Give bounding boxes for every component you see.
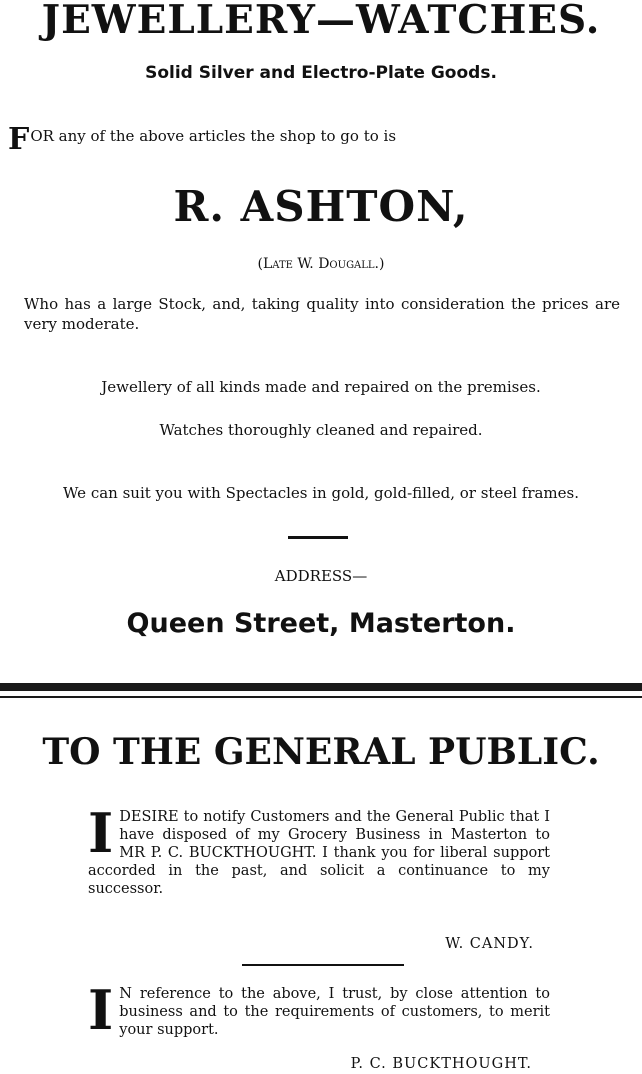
notice1-text: DESIRE to notify Customers and the General Public that I have disposed of my Grocery Business in Masterton to MR P. C. BUCKTHOUGHT. I thank you for liberal support accorded in the past, and solicit a continuance to my successor. — [88, 809, 550, 897]
jewellery-heading: JEWELLERY—WATCHES. — [41, 0, 601, 43]
shop-name: R. ASHTON, — [173, 182, 469, 231]
address-street: Queen Street, Masterton. — [126, 608, 516, 639]
notice-buckthought — [88, 978, 550, 1042]
address-label: ADDRESS— — [274, 567, 368, 585]
notice-divider — [242, 964, 404, 966]
notice2-dropcap: I — [88, 978, 114, 1042]
intro-dropcap: F — [8, 122, 30, 157]
notice2-text: N reference to the above, I trust, by close attention to business and to the requirements of customers, to merit your support. — [119, 986, 550, 1038]
stock-paragraph: Who has a large Stock, and, taking quality into consideration the prices are very moderate. — [24, 295, 620, 333]
spectacles-line: We can suit you with Spectacles in gold, gold-filled, or steel frames. — [62, 484, 579, 502]
intro-line — [8, 122, 634, 157]
signature-candy: W. CANDY. — [445, 936, 534, 952]
public-heading: TO THE GENERAL PUBLIC. — [42, 731, 600, 773]
section-rule-thick — [0, 683, 642, 691]
section-rule-thin — [0, 696, 642, 698]
watches-line: Watches thoroughly cleaned and repaired. — [159, 421, 483, 439]
signature-buckthought: P. C. BUCKTHOUGHT. — [350, 1056, 532, 1072]
notice-candy — [88, 801, 550, 898]
jewellery-line: Jewellery of all kinds made and repaired on the premises. — [101, 378, 541, 396]
intro-text: OR any of the above articles the shop to go to is — [30, 127, 397, 145]
divider-dash — [288, 536, 348, 539]
silver-subheading: Solid Silver and Electro-Plate Goods. — [145, 63, 497, 83]
notice1-dropcap: I — [88, 801, 114, 865]
late-owner: (Late W. Dougall.) — [257, 256, 385, 272]
